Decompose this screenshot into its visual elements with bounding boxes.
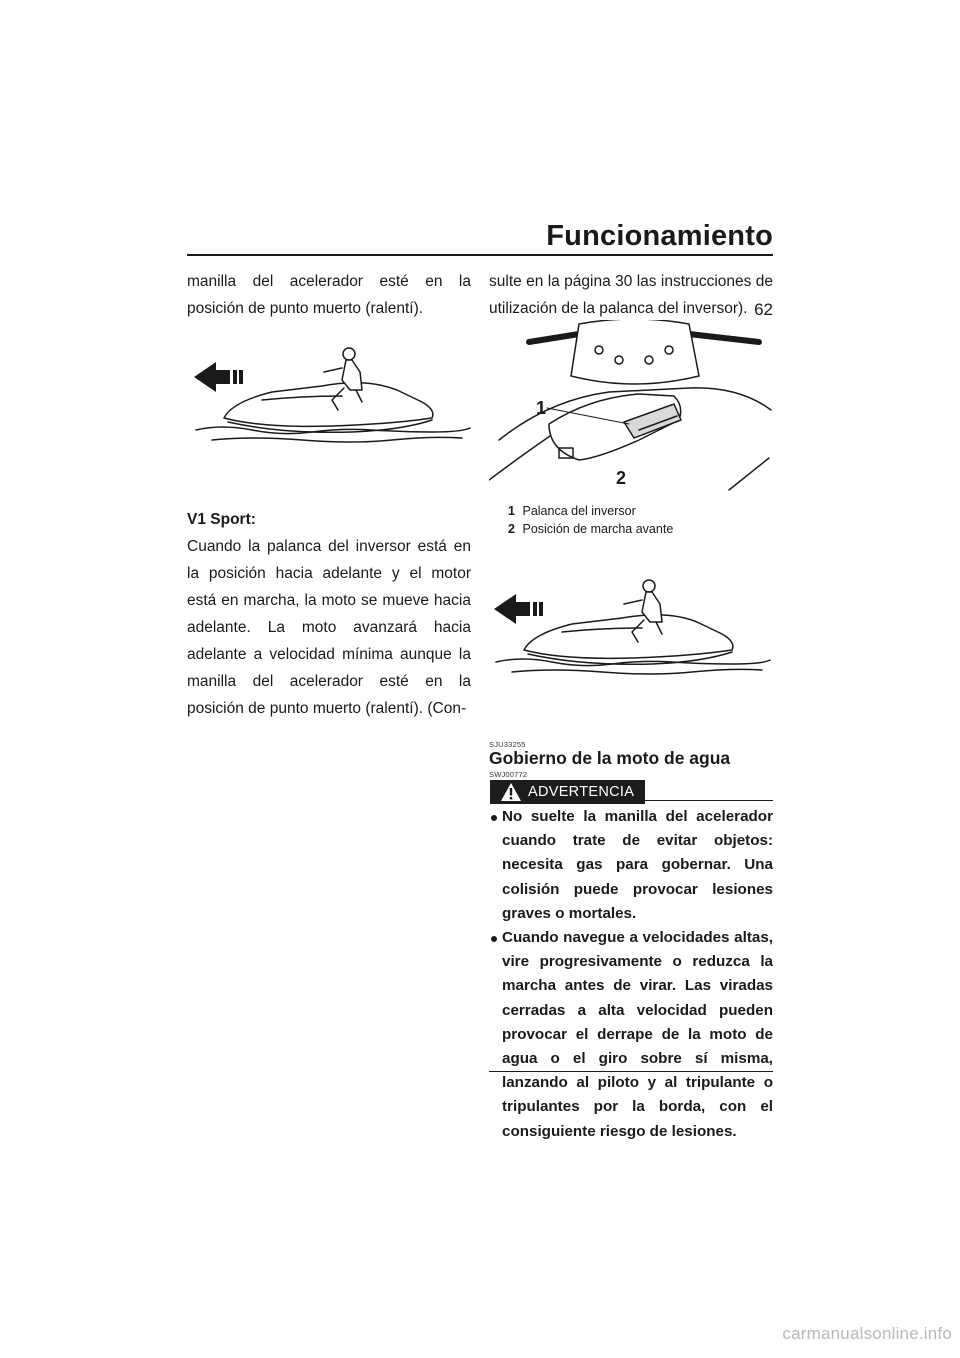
section-title: Gobierno de la moto de agua bbox=[489, 748, 731, 768]
v1-sport-paragraph: Cuando la palanca del inversor está en la posición hacia adelante y el motor está en marcha, la moto se mueve hacia adelante. La moto avanzará hacia adelante a velocidad mínima aunque la manilla del acelerador esté en la posición de punto muerto (ralentí). (Con- bbox=[187, 538, 471, 717]
section-code: SJU33255 bbox=[489, 740, 526, 749]
right-column bbox=[489, 268, 773, 322]
page-title: Funcionamiento bbox=[546, 220, 773, 252]
left-column bbox=[187, 268, 471, 322]
warning-list bbox=[489, 805, 773, 1144]
warning-item: Cuando navegue a velocidades altas, vire progresivamente o reduzca la marcha antes de virar. Las viradas cerradas a alta velocidad pueden provocar el derrape de la moto de agua o el giro sobre sí misma, lanzando al piloto y al tripulante o tripulantes por la borda, con el consiguiente riesgo de lesiones. bbox=[489, 926, 773, 1144]
jetski-forward-drawing bbox=[492, 572, 772, 684]
header-rule bbox=[187, 254, 773, 256]
reverse-lever-drawing bbox=[489, 320, 773, 500]
warning-label: ADVERTENCIA bbox=[528, 784, 635, 800]
v1-sport-heading: V1 Sport: bbox=[187, 511, 256, 528]
figure-caption-item bbox=[508, 520, 673, 538]
intro-paragraph: manilla del acelerador esté en la posición de punto muerto (ralentí). bbox=[187, 273, 471, 317]
footer-watermark: carmanualsonline.info bbox=[782, 1324, 952, 1343]
callout-2: 2 bbox=[616, 468, 627, 488]
reverse-lever-figure bbox=[489, 320, 773, 500]
continued-paragraph: sulte en la página 30 las instrucciones de utilización de la palanca del inversor). bbox=[489, 273, 773, 317]
figure-caption-list bbox=[508, 502, 673, 538]
figure-caption-item bbox=[508, 502, 673, 520]
page-number: 62 bbox=[754, 300, 773, 319]
jetski-forward-drawing bbox=[192, 340, 472, 452]
jetski-forward-illustration-1 bbox=[192, 340, 472, 452]
caption-number: 2 bbox=[508, 522, 515, 536]
warning-top-rule bbox=[645, 800, 773, 801]
warning-triangle-icon bbox=[500, 782, 522, 802]
warning-bottom-rule bbox=[489, 1071, 773, 1072]
caption-text: Palanca del inversor bbox=[522, 504, 636, 518]
caption-text: Posición de marcha avante bbox=[522, 522, 674, 536]
v1-sport-block bbox=[187, 506, 471, 722]
warning-badge bbox=[490, 780, 645, 804]
callout-1: 1 bbox=[536, 398, 547, 418]
warning-code: SWJ00772 bbox=[489, 770, 528, 779]
warning-item: No suelte la manilla del acelerador cuando trate de evitar objetos: necesita gas para gobernar. Una colisión puede provocar lesiones graves o mortales. bbox=[489, 805, 773, 926]
jetski-forward-illustration-2 bbox=[492, 572, 772, 684]
caption-number: 1 bbox=[508, 504, 515, 518]
